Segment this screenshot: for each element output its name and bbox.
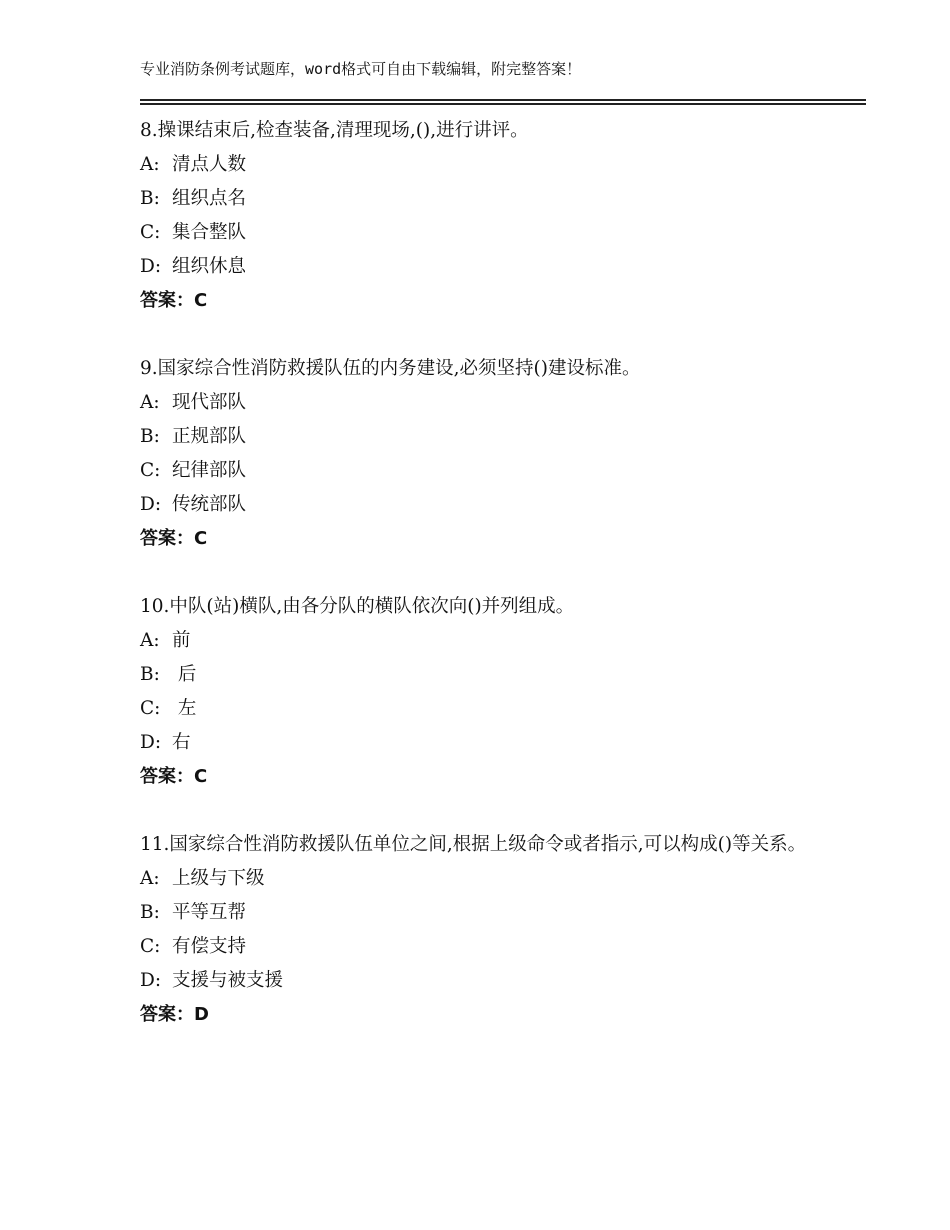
question-10 bbox=[140, 590, 866, 794]
option-key: D: bbox=[140, 970, 162, 991]
option-text: 平等互帮 bbox=[172, 902, 247, 923]
option-d bbox=[140, 488, 866, 522]
option-text: 右 bbox=[172, 732, 191, 753]
option-text: 纪律部队 bbox=[172, 460, 247, 481]
option-key: D: bbox=[140, 494, 162, 515]
option-key: B: bbox=[140, 188, 160, 209]
option-b bbox=[140, 658, 866, 692]
option-key: C: bbox=[140, 698, 161, 719]
option-a bbox=[140, 148, 866, 182]
option-key: C: bbox=[140, 936, 161, 957]
question-9 bbox=[140, 352, 866, 556]
option-text: 清点人数 bbox=[172, 154, 247, 175]
header-divider-top bbox=[140, 99, 866, 101]
option-c bbox=[140, 692, 866, 726]
answer-line: 答案：C bbox=[140, 528, 208, 549]
option-text: 现代部队 bbox=[172, 392, 247, 413]
option-a bbox=[140, 624, 866, 658]
option-key: D: bbox=[140, 732, 162, 753]
option-d bbox=[140, 964, 866, 998]
option-c bbox=[140, 216, 866, 250]
option-text: 正规部队 bbox=[172, 426, 247, 447]
answer-line: 答案：C bbox=[140, 766, 208, 787]
option-text: 前 bbox=[172, 630, 191, 651]
option-text: 集合整队 bbox=[172, 222, 247, 243]
option-text: 左 bbox=[172, 698, 197, 719]
answer-line: 答案：D bbox=[140, 1004, 209, 1025]
option-text: 有偿支持 bbox=[172, 936, 247, 957]
document-header: 专业消防条例考试题库，word格式可自由下载编辑，附完整答案！ bbox=[140, 60, 582, 78]
option-a bbox=[140, 386, 866, 420]
option-key: A: bbox=[140, 868, 160, 889]
option-text: 上级与下级 bbox=[172, 868, 265, 889]
header-divider-bottom bbox=[140, 103, 866, 105]
question-stem: 9.国家综合性消防救援队伍的内务建设,必须坚持()建设标准。 bbox=[140, 358, 641, 379]
option-b bbox=[140, 896, 866, 930]
option-c bbox=[140, 454, 866, 488]
option-b bbox=[140, 420, 866, 454]
option-a bbox=[140, 862, 866, 896]
option-key: A: bbox=[140, 154, 160, 175]
question-list bbox=[140, 114, 866, 1066]
option-c bbox=[140, 930, 866, 964]
question-11 bbox=[140, 828, 866, 1032]
option-text: 支援与被支援 bbox=[172, 970, 284, 991]
option-text: 组织点名 bbox=[172, 188, 247, 209]
question-8 bbox=[140, 114, 866, 318]
option-text: 传统部队 bbox=[172, 494, 247, 515]
option-key: D: bbox=[140, 256, 162, 277]
question-stem: 11.国家综合性消防救援队伍单位之间,根据上级命令或者指示,可以构成()等关系。 bbox=[140, 834, 807, 855]
question-stem: 10.中队(站)横队,由各分队的横队依次向()并列组成。 bbox=[140, 596, 575, 617]
question-stem: 8.操课结束后,检查装备,清理现场,(),进行讲评。 bbox=[140, 120, 529, 141]
option-key: C: bbox=[140, 222, 161, 243]
option-b bbox=[140, 182, 866, 216]
option-key: B: bbox=[140, 426, 160, 447]
option-text: 后 bbox=[172, 664, 197, 685]
option-text: 组织休息 bbox=[172, 256, 247, 277]
option-d bbox=[140, 250, 866, 284]
option-key: B: bbox=[140, 664, 160, 685]
option-key: C: bbox=[140, 460, 161, 481]
option-key: A: bbox=[140, 630, 160, 651]
option-key: A: bbox=[140, 392, 160, 413]
option-d bbox=[140, 726, 866, 760]
option-key: B: bbox=[140, 902, 160, 923]
answer-line: 答案：C bbox=[140, 290, 208, 311]
